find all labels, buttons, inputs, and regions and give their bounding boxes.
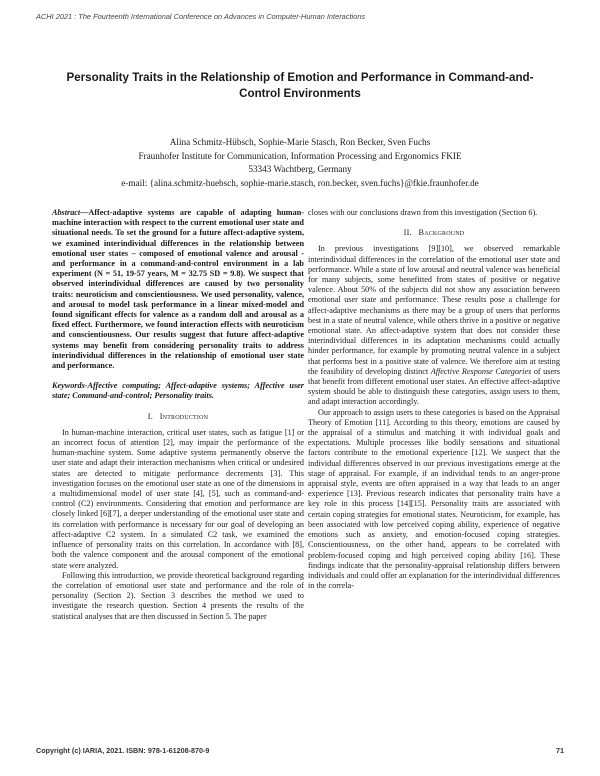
background-paragraph-1: In previous investigations [9][10], we observed remarkable interindividual differences in the correlation of the emotional user state and performance. While a state of low arousal and neutral valence was beneficial for many subjects, some benefitted from states of positive or negative valence. About 50% of the subjects did not show any association between emotional user state and performance. These results pose a challenge for affect-adaptive mechanisms as there may be a group of users that performs best in a state of neutral valence, while others thrive in a positive or negative emotional state. An affect-adaptive system that does not consider these interindividual differences in its adaptation mechanisms could actually hinder performance, for example by promoting neutral valence in a subject that performs best in a positive state of valence. We therefore aim at testing the feasibility of developing distinct Affective Response Categories of users that benefit from different emotional user states. An effective affect-adaptive system should be able to distinguish these categories, assign users to them, and adapt interaction accordingly.: [308, 244, 560, 407]
section-heading-introduction: I. Introduction: [147, 411, 209, 421]
keywords-text: -Affective computing; Affect-adaptive systems; Affective user state; Command-and-control; Personality traits.: [52, 381, 304, 401]
paper-title: Personality Traits in the Relationship of Emotion and Performance in Command-and-Control Environments: [66, 71, 534, 100]
email: e-mail: {alina.schmitz-huebsch, sophie-marie.stasch, ron.becker, sven.fuchs}@fkie.fraunhofer.de: [121, 177, 479, 188]
author-block: [50, 136, 550, 190]
address: 53343 Wachtberg, Germany: [248, 164, 352, 174]
left-column: [52, 208, 304, 622]
keywords: [52, 381, 304, 401]
intro-paragraph-2: Following this introduction, we provide theoretical background regarding the correlation of emotional user state and performance and the role of personality (Section 2). Section 3 describes the method we used to investigate the research question. Section 4 presents the results of the statistical analyses that are then discussed in Section 5. The paper: [52, 570, 304, 621]
affective-response-categories: Affective Response Categories: [430, 366, 532, 376]
intro-paragraph-1: In human-machine interaction, critical user states, such as fatigue [1] or an incorrect focus of attention [2], may impair the performance of the human-machine system. Some adaptive systems permanently observe the user state and adapt their interaction mechanisms when critical or undesired states are detected to mitigate performance decrements [3]. This investigation focuses on the emotional user state as one of the dimensions in a multidimensional model of user state [4], [5], such as command-and-control (C2) environments. Considering that emotion and performance are closely linked [6][7], a deeper understanding of the emotional user state and its correlation with performance is necessary for our goal of developing an affect-adaptive C2 system. In a simulated C2 task, we examined the influence of personality traits on this correlation. In accordance with [8], both the valence component and the arousal component of the emotional state were analyzed.: [52, 427, 304, 570]
abstract: [52, 208, 304, 371]
abstract-text: —Affect-adaptive systems are capable of adapting human-machine interaction with respect to the current emotional user state and situational needs. To set the ground for a future affect-adaptive system, we examined interindividual differences in the relationship between emotional user states – composed of emotional valence and arousal - and performance in a command-and-control environment in a lab experiment (N = 51, 19-57 years, M = 32.75 SD = 9.8). We suspect that observed interindividual differences are caused by two personality traits: neuroticism and conscientiousness. We used personality, valence, and arousal to model task performance in a linear mixed-model and found significant effects for valence as a random doll and arousal as a fixed effect. Furthermore, we found interaction effects with neuroticism and conscientiousness. Our results suggest that future affect-adaptive systems may benefit from considering personality traits to address interindividual differences in the relationship of emotional user state and performance.: [52, 208, 304, 371]
abstract-label: Abstract: [52, 208, 81, 217]
running-head: ACHI 2021 : The Fourteenth International Conference on Advances in Computer-Human Interactions: [36, 12, 366, 21]
copyright-footer: Copyright (c) IARIA, 2021. ISBN: 978-1-61208-870-9: [36, 746, 210, 755]
section-heading-background: II. Background: [403, 228, 465, 238]
intro-continuation: closes with our conclusions drawn from this investigation (Section 6).: [308, 208, 538, 217]
right-column: [308, 208, 560, 591]
background-paragraph-2: Our approach to assign users to these categories is based on the Appraisal Theory of Emotion [11]. According to this theory, emotions are caused by the appraisal of a stimulus and matching it with individual goals and expectations. Multiple processes like bodily sensations and situational factors contribute to the emotional experience [12]. We suspect that the individual differences observed in our previous investigations emerge at the stage of appraisal. For example, if an individual tends to an anger-prone appraisal style, events are often appraised in a way that leads to an anger experience [13]. Previous research indicates that personality traits have a key role in this process [14][15]. Personality traits are associated with certain coping strategies for emotional states. Neuroticism, for example, has been associated with low perceived coping ability, experience of negative emotions such as anxiety, and emotion-focused coping strategies. Conscientiousness, on the other hand, appears to be correlated with problem-focused coping and high perceived coping ability [16]. These findings indicate that the personality-appraisal relationship differs between individuals and could offer an explanation for the interindividual differences in the correla-: [308, 407, 560, 591]
author-names: Alina Schmitz-Hübsch, Sophie-Marie Stasch, Ron Becker, Sven Fuchs: [169, 137, 431, 147]
affiliation: Fraunhofer Institute for Communication, Information Processing and Ergonomics FKIE: [138, 150, 462, 161]
page-number: 71: [556, 746, 564, 755]
keywords-label: Keywords: [52, 381, 85, 391]
